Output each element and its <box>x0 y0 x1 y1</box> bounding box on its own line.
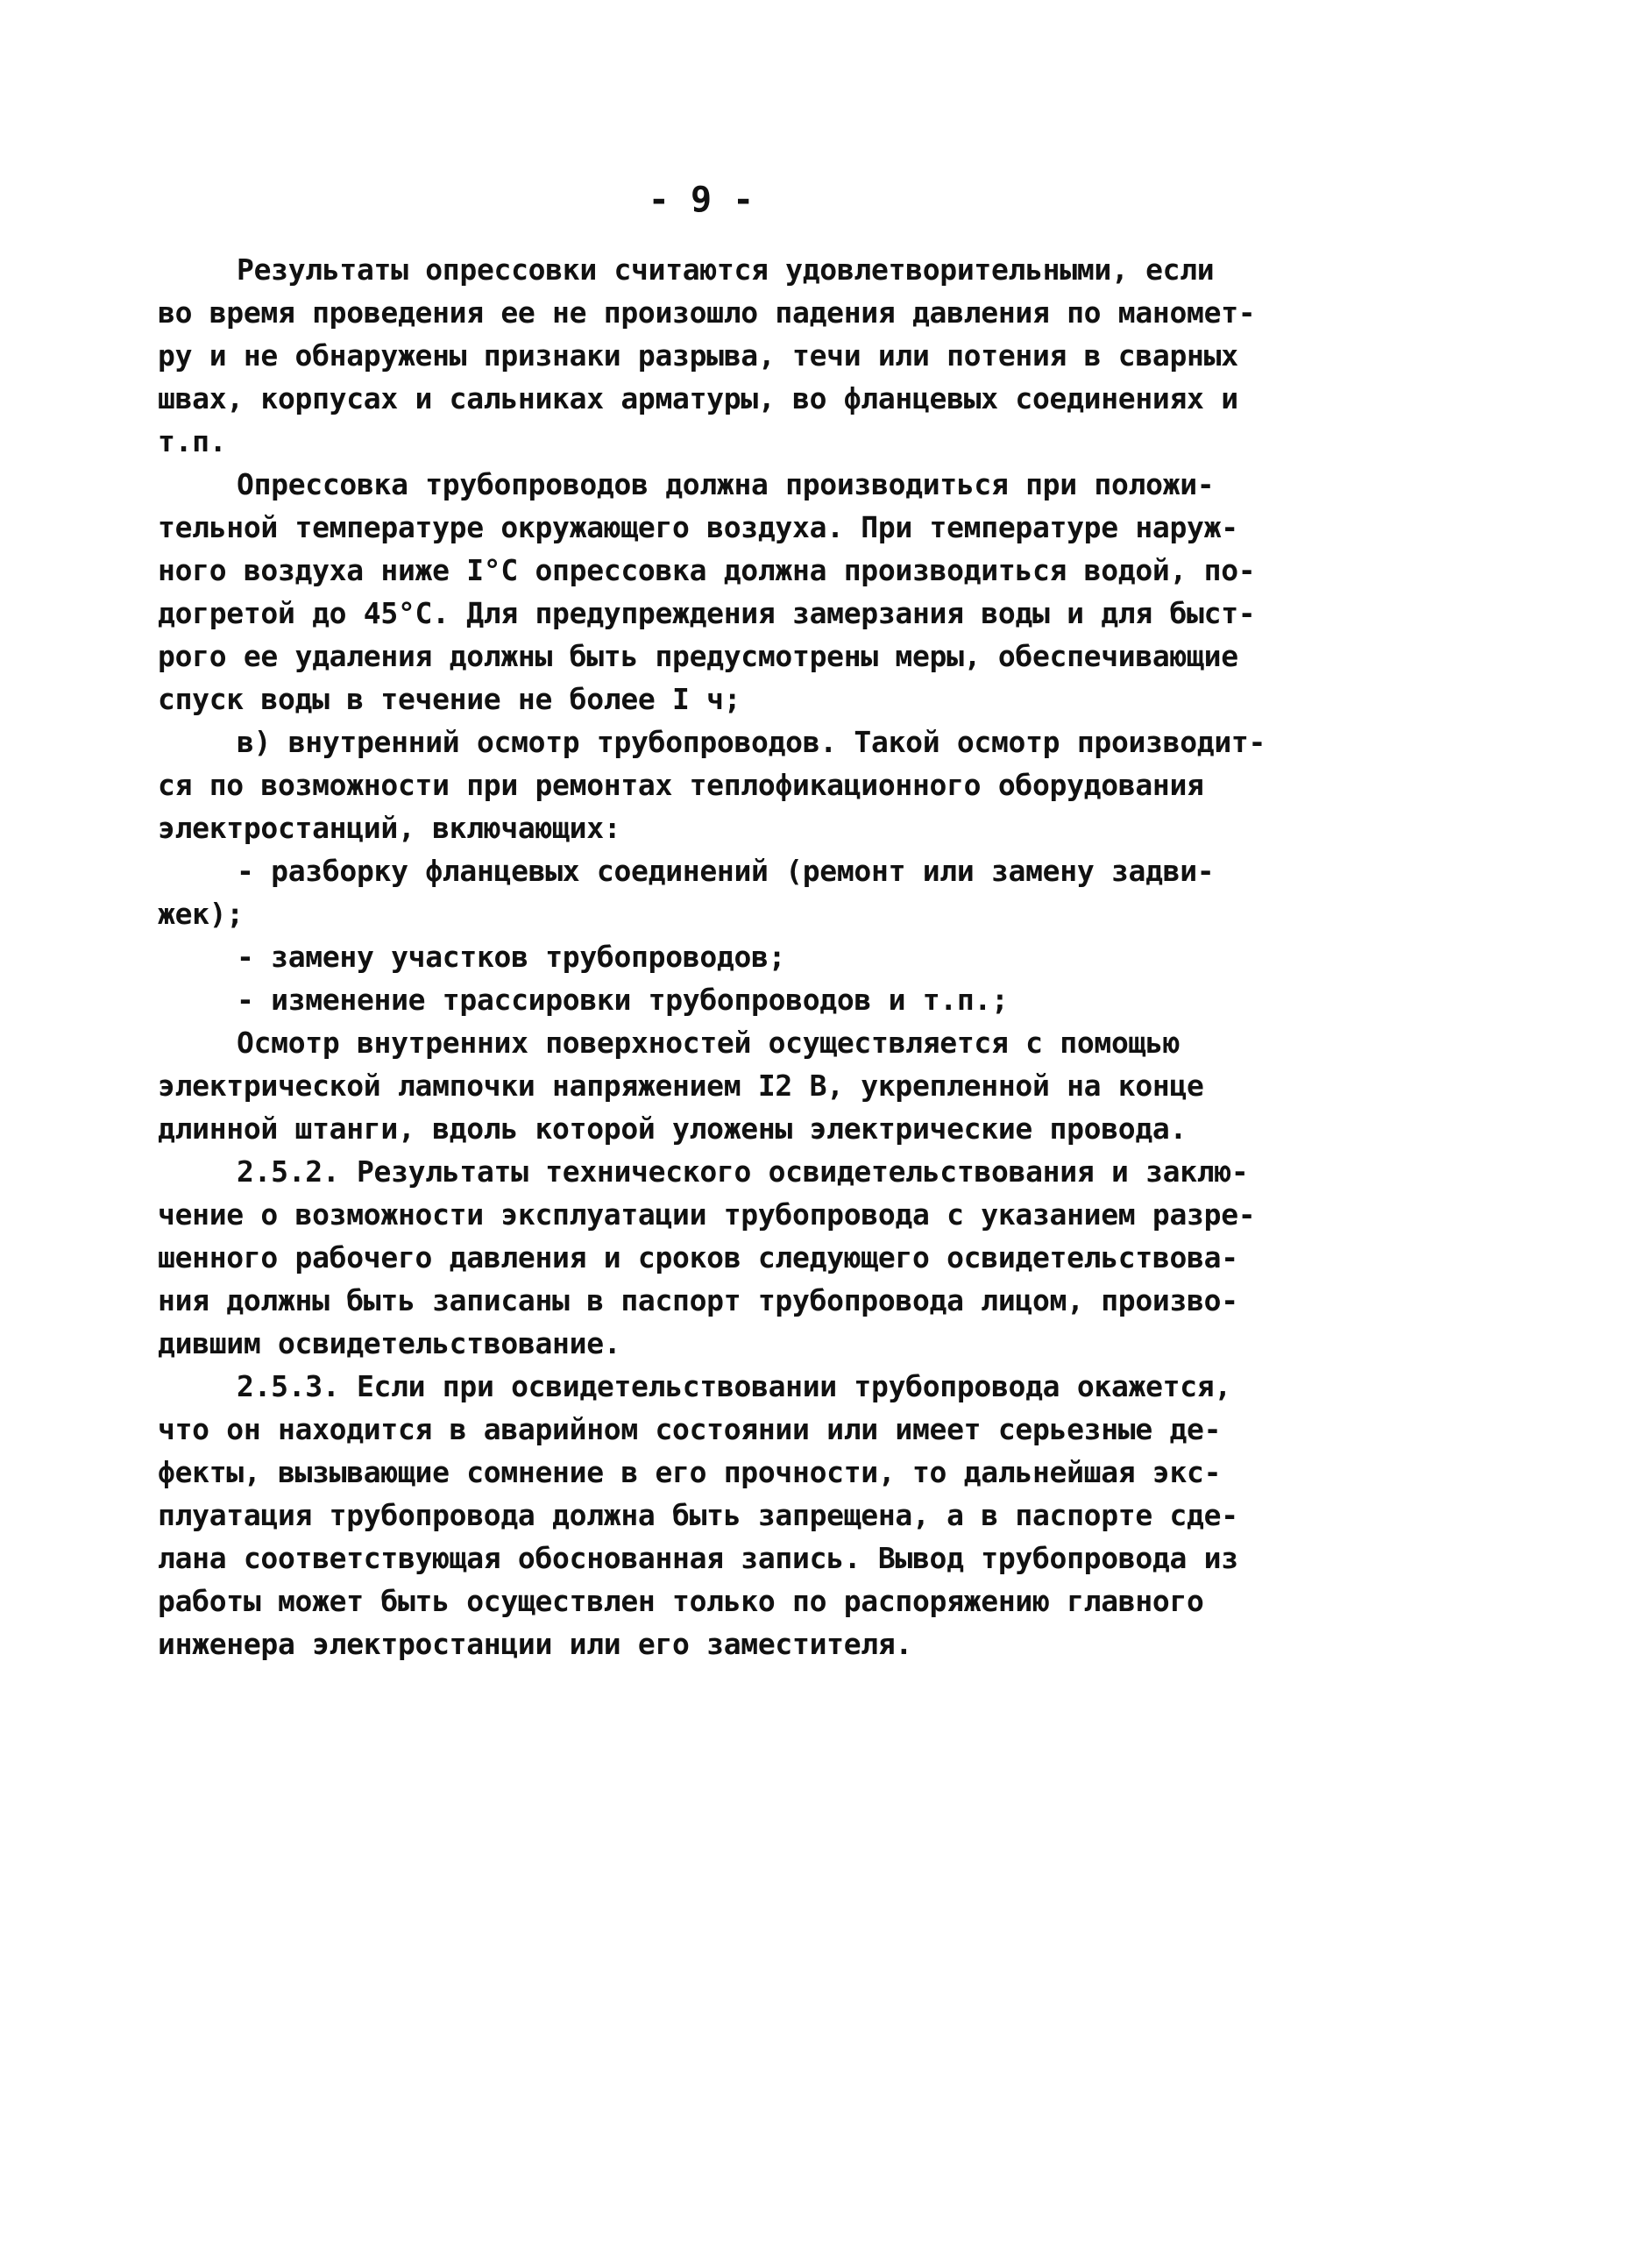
text-line: в) внутренний осмотр трубопроводов. Такой осмотр производит- <box>237 725 1266 759</box>
text-line: 2.5.2. Результаты технического освидетельствования и заклю- <box>237 1154 1249 1189</box>
text-line: фекты, вызывающие сомнение в его прочности, то дальнейшая экс- <box>158 1455 1222 1489</box>
text-line: что он находится в аварийном состоянии или имеет серьезные де- <box>158 1412 1222 1446</box>
page-number: - 9 - <box>648 180 755 220</box>
text-line: ру и не обнаружены признаки разрыва, течи или потения в сварных <box>158 338 1238 373</box>
text-line: лана соответствующая обоснованная запись. Вывод трубопровода из <box>158 1541 1238 1575</box>
text-line: Опрессовка трубопроводов должна производиться при положи- <box>237 467 1215 501</box>
text-line: во время проведения ее не произошло падения давления по маномет- <box>158 295 1256 330</box>
text-line: - разборку фланцевых соединений (ремонт или замену задви- <box>237 854 1215 888</box>
text-line: ся по возможности при ремонтах теплофикационного оборудования <box>158 768 1204 802</box>
text-line: Результаты опрессовки считаются удовлетворительными, если <box>237 252 1215 287</box>
text-line: рого ее удаления должны быть предусмотрены меры, обеспечивающие <box>158 639 1238 673</box>
text-line: догретой до 45°С. Для предупреждения замерзания воды и для быст- <box>158 596 1256 630</box>
text-line: шенного рабочего давления и сроков следующего освидетельствова- <box>158 1240 1238 1275</box>
text-line: чение о возможности эксплуатации трубопровода с указанием разре- <box>158 1197 1256 1232</box>
document-body <box>158 248 1332 1665</box>
text-line: жек); <box>158 897 244 931</box>
text-line: - замену участков трубопроводов; <box>237 940 786 974</box>
text-line: ного воздуха ниже I°С опрессовка должна производиться водой, по- <box>158 553 1256 587</box>
text-line: инженера электростанции или его заместителя. <box>158 1627 912 1661</box>
text-line: длинной штанги, вдоль которой уложены электрические провода. <box>158 1111 1188 1146</box>
text-line: электрической лампочки напряжением I2 В, укрепленной на конце <box>158 1069 1204 1103</box>
text-line: швах, корпусах и сальниках арматуры, во фланцевых соединениях и <box>158 381 1238 415</box>
text-line: работы может быть осуществлен только по распоряжению главного <box>158 1584 1204 1618</box>
text-line: дившим освидетельствование. <box>158 1326 621 1360</box>
text-line: т.п. <box>158 424 227 458</box>
text-line: спуск воды в течение не более I ч; <box>158 682 741 716</box>
text-line: ния должны быть записаны в паспорт трубопровода лицом, произво- <box>158 1283 1238 1317</box>
text-line: Осмотр внутренних поверхностей осуществляется с помощью <box>237 1026 1181 1060</box>
text-line: электростанций, включающих: <box>158 811 621 845</box>
text-line: плуатация трубопровода должна быть запрещена, а в паспорте сде- <box>158 1498 1238 1532</box>
text-line: - изменение трассировки трубопроводов и т.п.; <box>237 983 1009 1017</box>
text-line: 2.5.3. Если при освидетельствовании трубопровода окажется, <box>237 1369 1231 1403</box>
text-line: тельной температуре окружающего воздуха. При температуре наруж- <box>158 510 1238 544</box>
